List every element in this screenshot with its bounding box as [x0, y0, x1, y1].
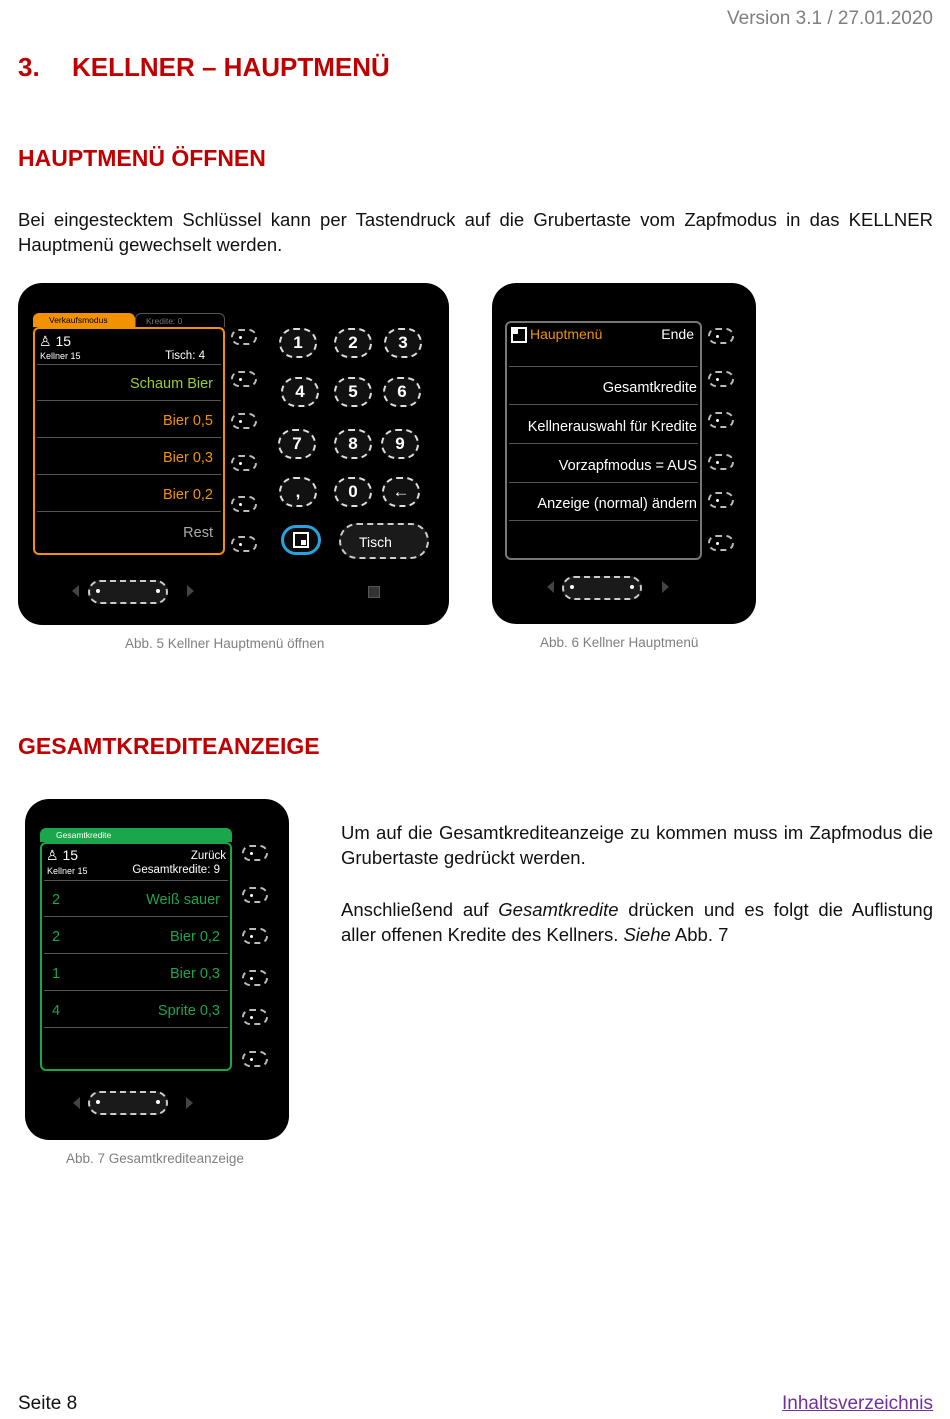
menu-item-label: Vorzapfmodus = AUS: [558, 458, 697, 474]
credit-row[interactable]: [44, 954, 228, 991]
device-total-credits: [25, 799, 289, 1140]
key-4[interactable]: 4: [281, 377, 319, 407]
section-open-menu-text: Bei eingestecktem Schlüssel kann per Tastendruck auf die Grubertaste vom Zapfmodus in das KELLNER Hauptmenü gewechselt werden.: [18, 209, 933, 255]
side-button[interactable]: [708, 454, 734, 470]
row-item[interactable]: [37, 438, 221, 475]
menu-item-total-credits[interactable]: [509, 367, 698, 405]
chapter-heading: [18, 52, 390, 83]
key-3[interactable]: 3: [384, 328, 422, 358]
para2-text-c: Abb. 7: [670, 924, 729, 945]
key-5[interactable]: 5: [334, 377, 372, 407]
key-1[interactable]: 1: [279, 328, 317, 358]
menu-item-label: Gesamtkredite: [602, 380, 697, 396]
scroll-control[interactable]: [88, 1091, 168, 1115]
row-label: Rest: [183, 525, 213, 541]
key-2[interactable]: 2: [334, 328, 372, 358]
side-button[interactable]: [231, 536, 257, 552]
arrow-left-icon[interactable]: [547, 581, 554, 593]
tab-total-credits: Gesamtkredite: [40, 828, 232, 842]
para2-emphasis: Gesamtkredite: [498, 899, 619, 920]
key-7[interactable]: 7: [278, 429, 316, 459]
row-label: Bier 0,5: [163, 413, 213, 429]
menu-title: Hauptmenü: [530, 326, 603, 342]
side-button[interactable]: [231, 329, 257, 345]
side-button[interactable]: [231, 413, 257, 429]
menu-screen: [505, 321, 702, 560]
chapter-number: 3.: [18, 52, 40, 82]
table-label: Tisch: 4: [165, 350, 205, 362]
waiter-label: Kellner 15: [40, 351, 81, 361]
side-button[interactable]: [242, 1009, 268, 1025]
credit-row[interactable]: [44, 880, 228, 917]
side-button[interactable]: [231, 371, 257, 387]
section-total-credits-para1: Um auf die Gesamtkrediteanzeige zu kommen muss im Zapfmodus die Grubertaste gedrückt werden.: [341, 822, 933, 868]
para2-text-a: Anschließend auf: [341, 899, 499, 920]
credit-item: Sprite 0,3: [157, 1003, 220, 1019]
key-8[interactable]: 8: [334, 429, 372, 459]
side-button[interactable]: [708, 535, 734, 551]
caption-fig6: Abb. 6 Kellner Hauptmenü: [540, 635, 699, 650]
section-heading-total-credits: GESAMTKREDITEANZEIGE: [18, 733, 320, 759]
row-item[interactable]: [37, 401, 221, 438]
row-item[interactable]: [37, 475, 221, 512]
credits-screen: [40, 842, 232, 1071]
side-button[interactable]: [242, 928, 268, 944]
credit-qty: 2: [52, 892, 61, 908]
para2-emphasis-see: Siehe: [623, 924, 671, 945]
waiter-label: Kellner 15: [47, 866, 88, 876]
menu-item-display[interactable]: [509, 483, 698, 521]
key-backspace[interactable]: ←: [382, 477, 420, 507]
credit-row[interactable]: [44, 917, 228, 954]
key-6[interactable]: 6: [383, 377, 421, 407]
indicator-square-icon: [368, 586, 380, 598]
side-button[interactable]: [231, 455, 257, 471]
arrow-left-icon[interactable]: [73, 1097, 80, 1109]
credit-qty: 2: [52, 929, 61, 945]
toc-link[interactable]: Inhaltsverzeichnis: [781, 1393, 933, 1414]
row-label: Bier 0,2: [163, 487, 213, 503]
side-button[interactable]: [242, 887, 268, 903]
person-icon: ♙: [39, 333, 52, 349]
tab-sales-mode: Verkaufsmodus: [33, 313, 135, 327]
side-button[interactable]: [708, 492, 734, 508]
row-label: Schaum Bier: [129, 376, 213, 392]
key-9[interactable]: 9: [381, 429, 419, 459]
row-label: Bier 0,3: [163, 450, 213, 466]
device-sales-mode: [18, 283, 449, 625]
credit-item: Weiß sauer: [146, 892, 220, 908]
side-button[interactable]: [708, 328, 734, 344]
menu-item-pre-tap[interactable]: [509, 444, 698, 483]
side-button[interactable]: [708, 412, 734, 428]
total-credits-label: Gesamtkredite: 9: [132, 864, 220, 876]
section-heading-open-menu: HAUPTMENÜ ÖFFNEN: [18, 145, 266, 171]
person-count: [46, 847, 78, 864]
caption-fig7: Abb. 7 Gesamtkrediteanzeige: [66, 1151, 244, 1166]
menu-item-label: Anzeige (normal) ändern: [537, 496, 697, 512]
credit-qty: 4: [52, 1003, 61, 1019]
credit-item: Bier 0,2: [170, 929, 220, 945]
table-button-label: Tisch: [359, 534, 392, 550]
side-button[interactable]: [242, 845, 268, 861]
person-icon: ♙: [46, 847, 59, 863]
key-0[interactable]: 0: [334, 477, 372, 507]
section-total-credits-para2: [341, 897, 933, 947]
version-label: Version 3.1 / 27.01.2020: [727, 8, 933, 29]
side-button[interactable]: [242, 1051, 268, 1067]
tab-credits: Kredite: 0: [135, 313, 225, 327]
arrow-right-icon[interactable]: [662, 581, 669, 593]
scroll-control[interactable]: [562, 576, 642, 600]
arrow-right-icon[interactable]: [186, 1097, 193, 1109]
credit-row[interactable]: [44, 991, 228, 1028]
side-button[interactable]: [708, 371, 734, 387]
menu-item-label: Kellnerauswahl für Kredite: [527, 419, 697, 435]
menu-end-label[interactable]: Ende: [661, 326, 694, 342]
arrow-right-icon[interactable]: [187, 585, 194, 597]
page-number: Seite 8: [18, 1393, 78, 1414]
person-count-value: 15: [55, 333, 72, 349]
arrow-left-icon[interactable]: [72, 585, 79, 597]
back-label[interactable]: Zurück: [190, 850, 226, 862]
para2-text-b: drücken und es folgt die Auflistung aller offenen Kredite des Kellners.: [341, 899, 933, 945]
row-item[interactable]: [37, 364, 221, 401]
gruber-button[interactable]: [281, 525, 321, 555]
caption-fig5: Abb. 5 Kellner Hauptmenü öffnen: [125, 636, 325, 651]
menu-header-row: [509, 330, 698, 367]
chapter-title: KELLNER – HAUPTMENÜ: [72, 52, 390, 82]
menu-item-waiter-select[interactable]: [509, 405, 698, 444]
credit-item: Bier 0,3: [170, 966, 220, 982]
row-item[interactable]: [37, 512, 221, 549]
side-button[interactable]: [242, 970, 268, 986]
credit-qty: 1: [52, 966, 61, 982]
table-button[interactable]: [339, 523, 429, 559]
person-count-value: 15: [62, 847, 79, 863]
side-button[interactable]: [231, 496, 257, 512]
person-count: [39, 333, 71, 350]
key-comma[interactable]: ,: [279, 477, 317, 507]
device-main-menu: [492, 283, 756, 624]
scroll-control[interactable]: [88, 580, 168, 604]
gruber-icon: [293, 532, 309, 548]
display-screen: [33, 327, 225, 555]
